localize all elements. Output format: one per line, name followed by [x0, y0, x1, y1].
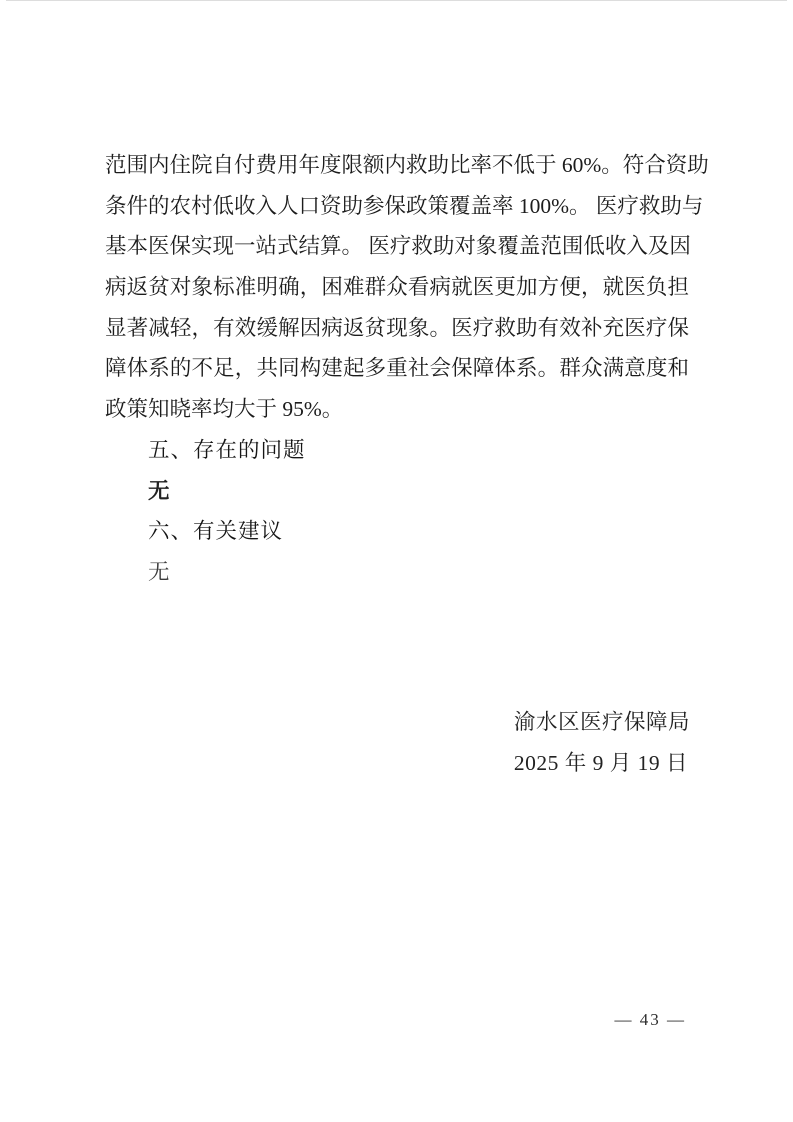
document-body: [105, 145, 709, 593]
section-heading-problems: 五、存在的问题: [148, 437, 306, 462]
issue-date: 2025 年 9 月 19 日: [513, 750, 688, 775]
paragraph-line-3: 基本医保实现一站式结算。 医疗救助对象覆盖范围低收入及因: [105, 234, 691, 259]
section-heading-suggestions: 六、有关建议: [148, 519, 284, 544]
paragraph-line-1: 范围内住院自付费用年度限额内救助比率不低于 60%。符合资助: [105, 153, 709, 177]
paragraph-line-5: 显著减轻，有效缓解因病返贫现象。医疗救助有效补充医疗保: [105, 315, 689, 340]
paragraph-line-7: 政策知晓率均大于 95%。: [105, 397, 344, 422]
page-number: — 43 —: [614, 1010, 686, 1029]
signature-block: [514, 702, 690, 783]
section-body-suggestions: 无: [148, 559, 170, 584]
issuing-authority: 渝水区医疗保障局: [513, 710, 690, 734]
section-body-problems: 无: [148, 478, 170, 503]
paragraph-line-2: 条件的农村低收入人口资助参保政策覆盖率 100%。 医疗救助与: [105, 193, 704, 218]
paragraph-line-4: 病返贫对象标准明确，困难群众看病就医更加方便，就医负担: [105, 275, 689, 300]
paragraph-line-6: 障体系的不足，共同构建起多重社会保障体系。群众满意度和: [105, 356, 689, 381]
scan-artifact-line: [6, 0, 787, 1]
